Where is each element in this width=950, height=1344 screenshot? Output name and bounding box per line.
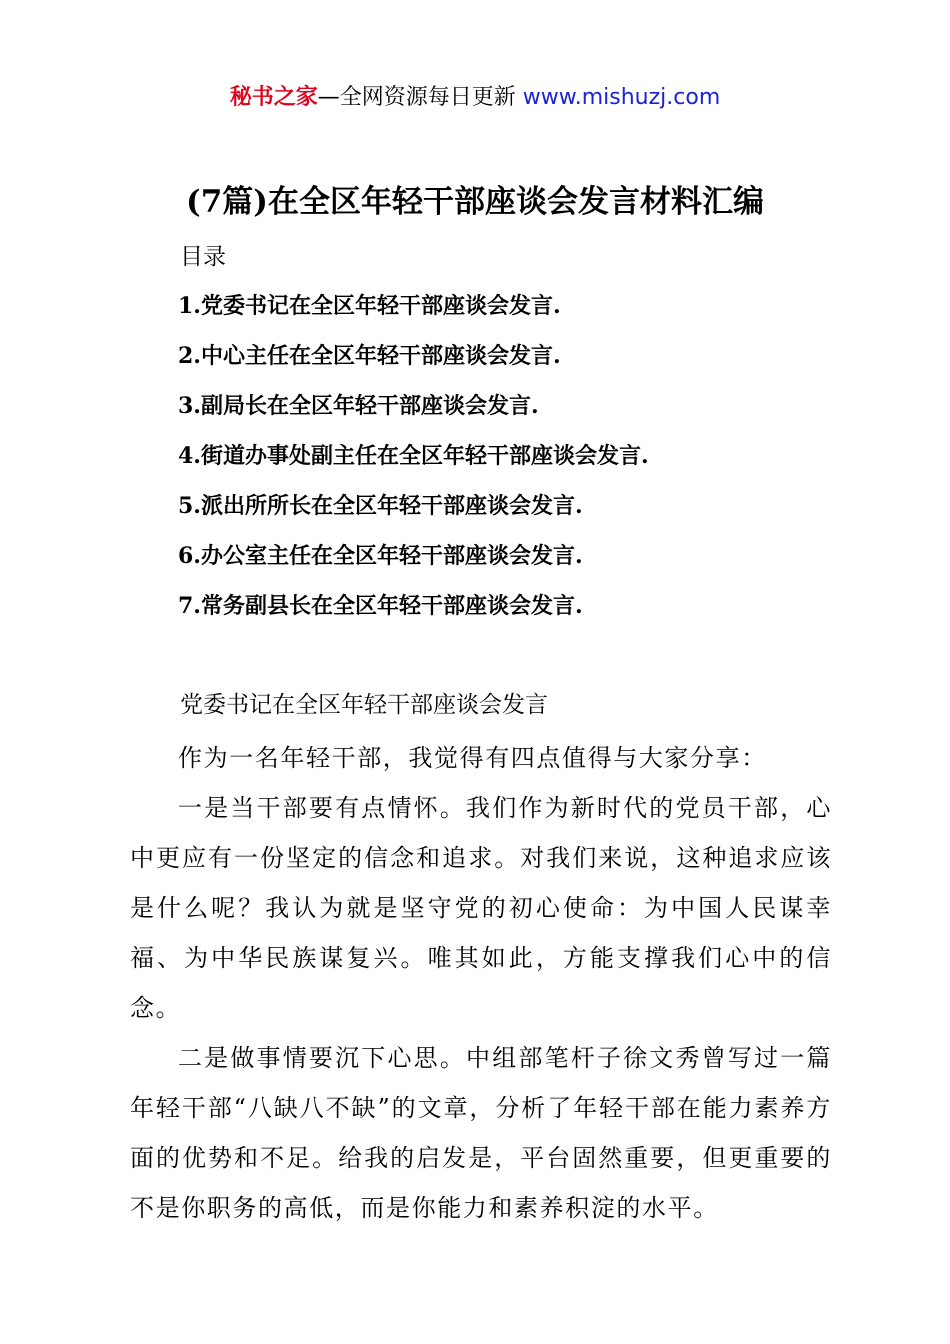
section-body — [130, 733, 832, 1233]
site-url-link[interactable]: www.mishuzj.com — [522, 85, 721, 110]
toc-item[interactable]: 2.中心主任在全区年轻干部座谈会发言. — [178, 343, 561, 369]
paragraph: 一是当干部要有点情怀。我们作为新时代的党员干部，心中更应有一份坚定的信念和追求。对我们来说，这种追求应该是什么呢？我认为就是坚守党的初心使命：为中国人民谋幸福、为中华民族谋复兴。唯其如此，方能支撑我们心中的信念。 — [130, 794, 832, 1022]
paragraph: 二是做事情要沉下心思。中组部笔杆子徐文秀曾写过一篇年轻干部“八缺八不缺”的文章，分析了年轻干部在能力素养方面的优势和不足。给我的启发是，平台固然重要，但更重要的不是你职务的高低，而是你能力和素养积淀的水平。 — [130, 1044, 832, 1222]
header-slogan: —全网资源每日更新 — [317, 85, 516, 110]
toc-label: 目录 — [180, 244, 226, 270]
toc-item[interactable]: 6.办公室主任在全区年轻干部座谈会发言. — [178, 543, 583, 569]
toc-item[interactable]: 1.党委书记在全区年轻干部座谈会发言. — [178, 293, 561, 319]
site-header — [0, 80, 950, 111]
toc-item[interactable]: 4.街道办事处副主任在全区年轻干部座谈会发言. — [178, 443, 649, 469]
brand-name: 秘书之家 — [229, 85, 318, 110]
document-title: (7篇)在全区年轻干部座谈会发言材料汇编 — [186, 184, 764, 220]
paragraph: 作为一名年轻干部，我觉得有四点值得与大家分享： — [178, 744, 767, 772]
toc-item[interactable]: 3.副局长在全区年轻干部座谈会发言. — [178, 393, 539, 419]
toc-item[interactable]: 5.派出所所长在全区年轻干部座谈会发言. — [178, 493, 583, 519]
toc-item[interactable]: 7.常务副县长在全区年轻干部座谈会发言. — [178, 593, 583, 619]
table-of-contents — [178, 286, 649, 636]
section-title: 党委书记在全区年轻干部座谈会发言 — [180, 692, 548, 718]
